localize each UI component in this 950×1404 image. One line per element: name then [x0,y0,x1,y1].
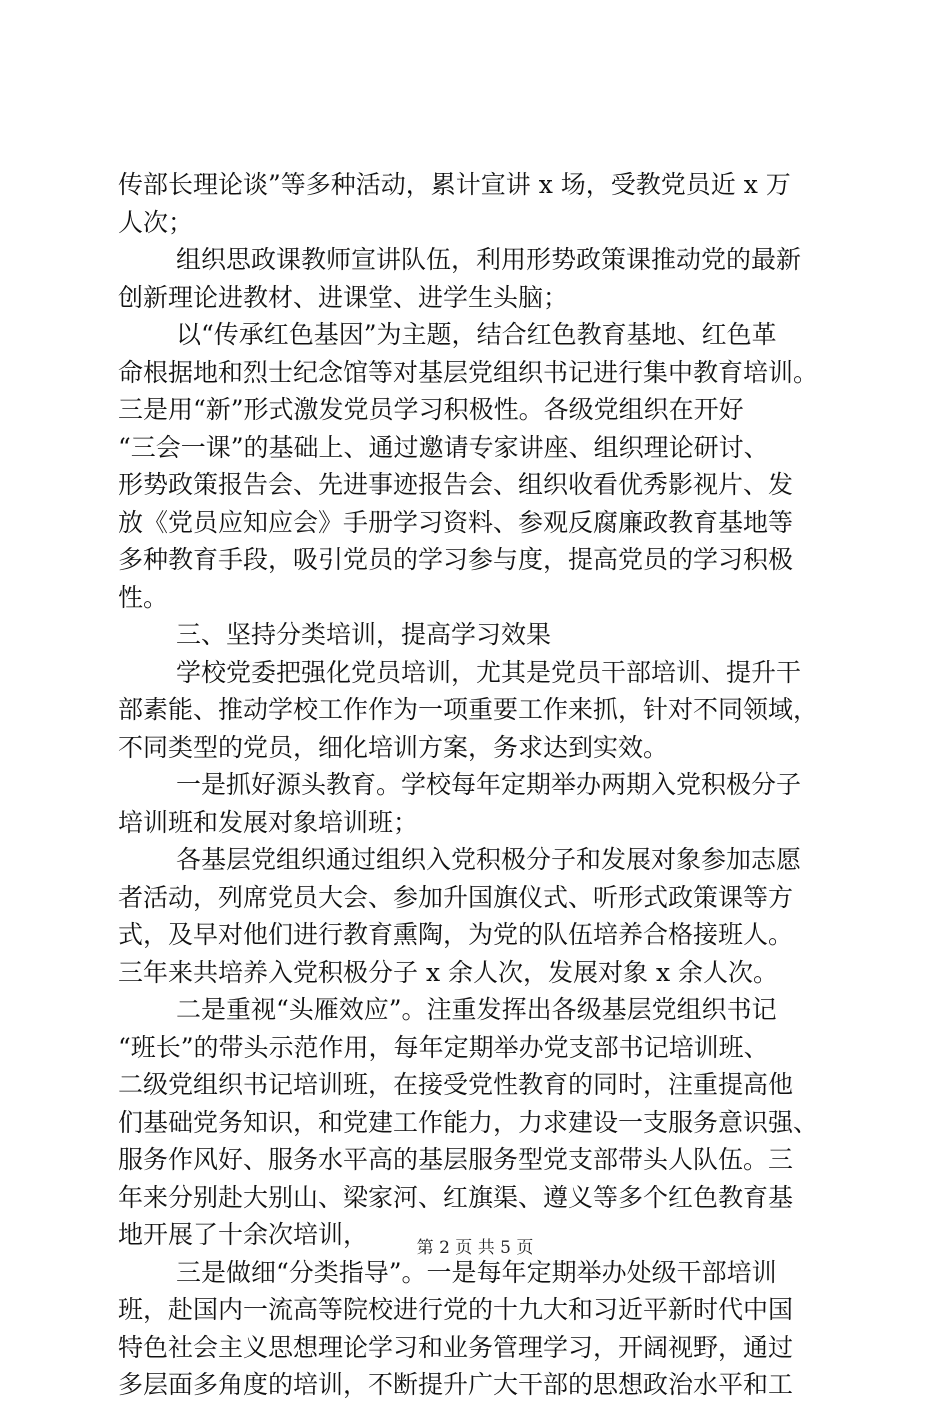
text-line: 创新理论进教材、进课堂、进学生头脑； [118,282,569,312]
text-line: 三、坚持分类培训，提高学习效果 [176,620,552,649]
text-line: 者活动，列席党员大会、参加升国旗仪式、听形式政策课等方 [118,882,794,912]
text-line: 服务作风好、服务水平高的基层服务型党支部带头人队伍。三 [118,1145,794,1174]
text-line: 各基层党组织通过组织入党积极分子和发展对象参加志愿 [176,845,802,874]
text-line: 培训班和发展对象培训班； [118,807,419,837]
text-line: “三会一课”的基础上、通过邀请专家讲座、组织理论研讨、 [118,432,769,462]
text-line: 三年来共培养入党积极分子 x 余人次，发展对象 x 余人次。 [118,957,778,987]
text-line: 学校党委把强化党员培训，尤其是党员干部培训、提升干 [176,657,802,687]
text-line: 部素能、推动学校工作作为一项重要工作来抓，针对不同领域， [118,695,819,724]
text-line: 不同类型的党员，细化培训方案，务求达到实效。 [118,732,669,762]
text-line: 式，及早对他们进行教育熏陶，为党的队伍培养合格接班人。 [118,920,794,949]
text-line: 多种教育手段，吸引党员的学习参与度，提高党员的学习积极 [118,545,794,574]
text-line: 三是做细“分类指导”。一是每年定期举办处级干部培训 [176,1257,777,1287]
text-line: 二级党组织书记培训班，在接受党性教育的同时，注重提高他 [118,1070,794,1099]
text-line: 特色社会主义思想理论学习和业务管理学习，开阔视野，通过 [118,1332,794,1362]
text-line: 班，赴国内一流高等院校进行党的十九大和习近平新时代中国 [118,1295,794,1324]
text-line: 命根据地和烈士纪念馆等对基层党组织书记进行集中教育培训。 [118,357,819,387]
text-line: 形势政策报告会、先进事迹报告会、组织收看优秀影视片、发 [118,470,794,499]
text-line: 年来分别赴大别山、梁家河、红旗渠、遵义等多个红色教育基 [118,1182,794,1212]
text-line: 传部长理论谈”等多种活动，累计宣讲 x 场，受教党员近 x 万 [118,170,791,199]
page-footer: 第 2 页 共 5 页 [416,1238,534,1258]
text-line: 多层面多角度的培训，不断提升广大干部的思想政治水平和工 [118,1370,794,1399]
text-line: “班长”的带头示范作用，每年定期举办党支部书记培训班、 [118,1032,769,1062]
text-line: 组织思政课教师宣讲队伍，利用形势政策课推动党的最新 [176,245,802,274]
document-body [118,166,858,1404]
text-line: 们基础党务知识，和党建工作能力，力求建设一支服务意识强、 [118,1107,819,1137]
text-line: 二是重视“头雁效应”。注重发挥出各级基层党组织书记 [176,995,777,1024]
text-line: 放《党员应知应会》手册学习资料、参观反腐廉政教育基地等 [118,507,794,537]
text-line: 人次； [118,207,194,237]
text-line: 一是抓好源头教育。学校每年定期举办两期入党积极分子 [176,770,802,799]
text-line: 以“传承红色基因”为主题，结合红色教育基地、红色革 [176,320,777,349]
text-line: 性。 [118,582,169,612]
text-line: 三是用“新”形式激发党员学习积极性。各级党组织在开好 [118,395,744,424]
text-line: 地开展了十余次培训， [118,1220,369,1249]
